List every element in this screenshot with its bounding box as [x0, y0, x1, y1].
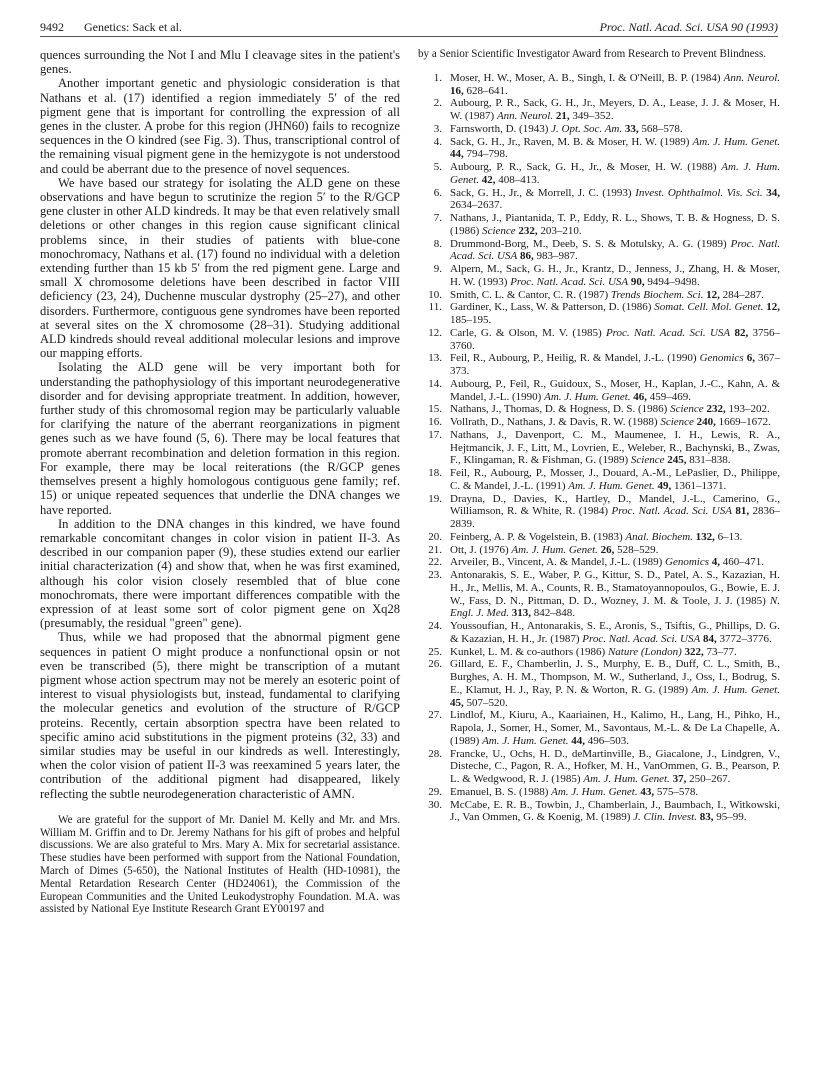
reference-authors: Nathans, J., Thomas, D. & Hogness, D. S. (1986) [450, 403, 668, 416]
reference-item [418, 301, 780, 327]
reference-journal: Trends Biochem. Sci. [610, 288, 704, 301]
reference-journal: Am. J. Hum. Genet. [692, 135, 781, 148]
reference-journal: J. Clin. Invest. [633, 811, 697, 824]
reference-item [418, 212, 780, 238]
reference-journal: Am. J. Hum. Genet. [551, 785, 638, 798]
reference-pages: 831–838. [689, 454, 731, 467]
reference-journal: Proc. Natl. Acad. Sci. USA [510, 275, 629, 288]
page-number: 9492 [40, 20, 64, 34]
reference-authors: Aubourg, P. R., Sack, G. H., Jr., Meyers, D. A., Lease, J. J. & Moser, H. W. (1987) [450, 97, 780, 123]
reference-item [418, 799, 780, 825]
reference-text [450, 72, 780, 98]
reference-number: 29. [428, 785, 442, 798]
reference-text [450, 544, 780, 557]
reference-journal: Am. J. Hum. Genet. [544, 390, 631, 403]
reference-text [450, 569, 780, 620]
reference-journal: J. Opt. Soc. Am. [551, 122, 623, 135]
reference-pages: 73–77. [706, 645, 737, 658]
reference-authors: Vollrath, D., Nathans, J. & Davis, R. W. (1988) [450, 416, 658, 429]
reference-authors: Feinberg, A. P. & Vogelstein, B. (1983) [450, 530, 623, 543]
reference-number: 19. [428, 492, 442, 505]
reference-volume: 34, [766, 186, 781, 199]
reference-number: 2. [433, 97, 442, 110]
reference-pages: 983–987. [536, 250, 578, 263]
reference-journal: N. Engl. J. Med. [450, 594, 780, 620]
reference-item [418, 620, 780, 646]
reference-authors: Farnsworth, D. (1943) [450, 122, 549, 135]
reference-number: 28. [428, 747, 442, 760]
reference-authors: Aubourg, P., Feil, R., Guidoux, S., Moser, H., Kaplan, J.-C., Kahn, A. & Mandel, J.-L. (1990) [450, 377, 780, 403]
reference-item [418, 403, 780, 416]
reference-number: 22. [428, 556, 442, 569]
reference-text [450, 467, 780, 493]
reference-pages: 2836–2839. [450, 505, 780, 531]
reference-item [418, 97, 780, 123]
reference-pages: 842–848. [533, 607, 575, 620]
reference-volume: 12, [706, 288, 720, 301]
reference-authors: Sack, G. H., Jr., & Morrell, J. C. (1993) [450, 186, 632, 199]
reference-volume: 132, [695, 530, 715, 543]
reference-pages: 203–210. [540, 224, 582, 237]
reference-pages: 507–520. [466, 696, 508, 709]
reference-number: 4. [433, 135, 442, 148]
left-column [40, 48, 400, 916]
reference-number: 6. [433, 186, 442, 199]
reference-item [418, 709, 780, 747]
reference-pages: 185–195. [450, 314, 492, 327]
reference-text [450, 327, 780, 353]
reference-text [450, 556, 780, 569]
reference-number: 17. [428, 428, 442, 441]
reference-text [450, 238, 780, 264]
reference-pages: 408–413. [498, 173, 540, 186]
reference-volume: 46, [633, 390, 648, 403]
reference-item [418, 646, 780, 659]
reference-number: 30. [428, 798, 442, 811]
reference-volume: 83, [699, 811, 714, 824]
reference-journal: Proc. Natl. Acad. Sci. USA [605, 326, 731, 339]
paragraph-5: In addition to the DNA changes in this kindred, we have found remarkable concomitant changes in color vision in patient II-3. As described in our companion paper (9), these studies extend our earlier initial characterization (4) and show that, when he was first examined, although his color vision closely resembled that of blue cone monochromats, there were important differences compatible with the expression of at least some sort of color pigment gene on Xq28 (presumably, the residual "green" gene). [40, 516, 400, 631]
reference-volume: 81, [735, 505, 750, 518]
reference-authors: Carle, G. & Olson, M. V. (1985) [450, 326, 602, 339]
reference-number: 9. [433, 263, 442, 276]
reference-item [418, 556, 780, 569]
running-header [40, 20, 778, 37]
reference-item [418, 493, 780, 531]
reference-text [450, 263, 780, 289]
reference-item [418, 263, 780, 289]
reference-authors: Drummond-Borg, M., Deeb, S. S. & Motulsky, A. G. (1989) [450, 237, 727, 250]
reference-pages: 6–13. [717, 530, 743, 543]
reference-authors: Emanuel, B. S. (1988) [450, 785, 549, 798]
reference-item [418, 531, 780, 544]
reference-pages: 528–529. [617, 543, 659, 556]
reference-authors: Youssoufian, H., Antonarakis, S. E., Aronis, S., Tsiftis, G., Phillips, D. G. & Kazazian, H. H., Jr. (1987) [450, 620, 780, 645]
reference-journal: Science [630, 454, 665, 467]
reference-authors: Moser, H. W., Moser, A. B., Singh, I. & O'Neill, B. P. (1984) [450, 71, 721, 84]
reference-number: 1. [433, 71, 442, 84]
reference-number: 16. [428, 416, 442, 429]
reference-pages: 575–578. [656, 785, 699, 798]
reference-journal: Ann. Neurol. [723, 71, 781, 84]
reference-pages: 9494–9498. [647, 275, 700, 288]
reference-volume: 33, [624, 122, 639, 135]
reference-pages: 1669–1672. [718, 416, 771, 429]
reference-journal: Somat. Cell. Mol. Genet. [654, 301, 764, 314]
reference-text [450, 531, 780, 544]
reference-text [450, 709, 780, 747]
reference-authors: McCabe, E. R. B., Towbin, J., Chamberlain, J., Baumbach, I., Witkowski, J., Van Ommen, G. & Koenig, M. (1989) [450, 798, 780, 824]
reference-volume: 82, [734, 326, 749, 339]
reference-pages: 193–202. [728, 403, 770, 416]
reference-volume: 12, [766, 301, 781, 314]
reference-text [450, 136, 780, 162]
reference-authors: Feil, R., Aubourg, P., Heilig, R. & Mandel, J.-L. (1990) [450, 352, 697, 365]
reference-authors: Antonarakis, S. E., Waber, P. G., Kittur, S. D., Patel, A. S., Kazazian, H. H., Jr., Mellis, M. A., Counts, R. B., Stamatoyannopoulos, G., Bowie, E. J. W., Fass, D. N., Pittman, D. D., Wozney, J. M. & Toole, J. J. (1985) [450, 569, 780, 607]
paragraph-3: We have based our strategy for isolating the ALD gene on these observations and have begun to scrutinize the region 5′ to the R/GCP gene cluster in other ALD kindreds. It may be that even relatively small deletions or other changes in this region cause significant clinical problems since, in their studies of patients with blue-cone monochromacy, Nathans et al. (17) found no individual with a deletion extending further than 15 kb 5′ from the red pigment gene. Large and small X chromosome deletions have been described in factor VIII deficiency (23, 24), Duchenne muscular dystrophy (25–27), and other disorders. Furthermore, contiguous gene syndromes have been reported at several sites on the X chromosome (28–31). Studying additional ALD kindreds should reveal additional molecular lesions and improve our mapping efforts. [40, 175, 400, 361]
reference-volume: 45, [450, 696, 464, 709]
reference-volume: 42, [481, 173, 496, 186]
reference-journal: Invest. Ophthalmol. Vis. Sci. [635, 186, 763, 199]
reference-volume: 245, [667, 454, 687, 467]
reference-journal: Science [482, 224, 516, 237]
paragraph-1: quences surrounding the Not I and Mlu I cleavage sites in the patient's genes. [40, 48, 400, 77]
reference-volume: 84, [702, 632, 717, 645]
reference-pages: 3772–3776. [719, 632, 772, 645]
reference-journal: Nature (London) [607, 645, 682, 658]
reference-text [450, 429, 780, 467]
reference-pages: 1361–1371. [673, 479, 727, 492]
reference-text [450, 161, 780, 187]
reference-pages: 367–373. [450, 352, 781, 378]
reference-authors: Arveiler, B., Vincent, A. & Mandel, J.-L. (1989) [450, 556, 663, 569]
reference-journal: Science [660, 416, 694, 429]
reference-pages: 95–99. [716, 811, 747, 824]
reference-number: 13. [428, 352, 442, 365]
reference-journal: Am. J. Hum. Genet. [511, 543, 598, 556]
reference-authors: Feil, R., Aubourg, P., Mosser, J., Douard, A.-M., LePaslier, D., Philippe, C. & Mandel, J.-L. (1991) [450, 467, 780, 492]
reference-journal: Ann. Neurol. [496, 110, 554, 123]
reference-journal: Proc. Natl. Acad. Sci. USA [450, 237, 780, 263]
reference-pages: 496–503. [587, 734, 630, 747]
reference-journal: Proc. Natl. Acad. Sci. USA [611, 505, 732, 518]
reference-item [418, 327, 780, 353]
reference-text [450, 212, 780, 238]
reference-number: 7. [433, 212, 442, 225]
reference-volume: 49, [657, 479, 672, 492]
reference-volume: 44, [450, 148, 464, 161]
section-title: Genetics: Sack et al. [84, 20, 182, 34]
reference-number: 25. [428, 645, 442, 658]
reference-number: 23. [428, 569, 442, 582]
reference-item [418, 748, 780, 786]
reference-authors: Francke, U., Ochs, H. D., deMartinville, B., Giacalone, J., Lindgren, V., Disteche, C., Pagon, R. A., Hofker, M. H., VanOmmen, G. B., Pearson, P. L. & Wedgwood, R. J. (1985) [450, 747, 780, 786]
reference-journal: Science [670, 403, 704, 416]
reference-pages: 3756–3760. [450, 326, 780, 352]
reference-item [418, 658, 780, 709]
reference-text [450, 646, 780, 659]
reference-volume: 313, [511, 607, 531, 620]
reference-number: 26. [428, 658, 442, 671]
reference-authors: Drayna, D., Davies, K., Hartley, D., Mandel, J.-L., Camerino, G., Williamson, R. & White, R. (1984) [450, 492, 780, 518]
reference-journal: Am. J. Hum. Genet. [568, 479, 655, 492]
reference-pages: 568–578. [641, 122, 683, 135]
right-column [418, 48, 780, 824]
reference-number: 20. [428, 530, 442, 543]
reference-pages: 2634–2637. [450, 199, 503, 212]
reference-item [418, 289, 780, 302]
reference-authors: Gardiner, K., Lass, W. & Patterson, D. (1986) [450, 301, 652, 314]
reference-pages: 794–798. [466, 148, 508, 161]
acknowledgments: We are grateful for the support of Mr. Daniel M. Kelly and Mr. and Mrs. William M. Griffin and to Dr. Jeremy Nathans for his gift of probes and helpful discussions. We are also grateful to Mrs. Mary A. Mix for secretarial assistance. These studies have been performed with support from the National Foundation, March of Dimes (5-650), the National Institutes of Health (HD-10981), the Mental Retardation Research Center (HD24061), the Commission of the European Communities and the United Leukodystrophy Foundation. M.A. was assisted by National Eye Institute Research Grant EY00197 and [40, 813, 400, 916]
paragraph-2: Another important genetic and physiologic consideration is that Nathans et al. (17) identified a region immediately 5′ of the red pigment gene that is important for controlling the expression of all genes in the cluster. A probe for this region (JHN60) fails to recognize sequences in the O kindred (see Fig. 3). Thus, transcriptional control of the remaining visual pigment gene in the hemizygote is not understood and could be aberrant due to the presence of novel sequences. [40, 76, 400, 176]
reference-authors: Alpern, M., Sack, G. H., Jr., Krantz, D., Jenness, J., Zhang, H. & Moser, H. W. (1993) [450, 263, 780, 288]
reference-journal: Am. J. Hum. Genet. [482, 734, 569, 747]
reference-number: 12. [428, 326, 442, 339]
reference-text [450, 378, 780, 404]
reference-number: 14. [428, 377, 442, 390]
reference-text [450, 493, 780, 531]
reference-item [418, 187, 780, 213]
reference-journal: Genomics [665, 556, 709, 569]
reference-volume: 43, [640, 785, 655, 798]
reference-number: 3. [433, 122, 442, 135]
reference-text [450, 97, 780, 123]
reference-item [418, 136, 780, 162]
reference-authors: Sack, G. H., Jr., Raven, M. B. & Moser, H. W. (1989) [450, 135, 690, 148]
reference-text [450, 748, 780, 786]
reference-item [418, 429, 780, 467]
reference-volume: 26, [600, 543, 615, 556]
reference-list [418, 72, 780, 824]
reference-number: 8. [433, 237, 442, 250]
reference-item [418, 467, 780, 493]
reference-pages: 460–471. [722, 556, 764, 569]
reference-volume: 44, [571, 734, 586, 747]
reference-item [418, 123, 780, 136]
reference-pages: 250–267. [689, 773, 731, 786]
paragraph-6: Thus, while we had proposed that the abnormal pigment gene sequences in patient O might produce a nonfunctional opsin or not even be transcribed (5), there might be transcription of a mutant pigment whose action spectrum may not be merely an esoteric point of interest to visual physiologists but, instead, fundamental to clarifying the molecular genetics and evolution of the structure of R/GCP proteins. Recently, certain absorption spectra have been related to specific amino acid substitutions in the pigment proteins (32, 33) and similar studies may be useful in our kindreds as well. Interestingly, when the color vision of patient II-3 was reexamined 5 years later, the contribution of the additional pigment had disappeared, likely reflecting the subtle neurodegeneration characteristic of AMN. [40, 630, 400, 801]
reference-item [418, 238, 780, 264]
reference-number: 10. [428, 288, 442, 301]
reference-number: 5. [433, 161, 442, 174]
reference-item [418, 378, 780, 404]
reference-text [450, 187, 780, 213]
reference-volume: 322, [684, 645, 704, 658]
reference-volume: 16, [450, 84, 464, 97]
reference-volume: 37, [672, 773, 687, 786]
reference-number: 18. [428, 467, 442, 480]
reference-journal: Genomics [699, 352, 744, 365]
reference-pages: 284–287. [722, 288, 764, 301]
reference-journal: Am. J. Hum. Genet. [691, 683, 780, 696]
reference-volume: 90, [630, 275, 645, 288]
reference-journal: Proc. Natl. Acad. Sci. USA [582, 632, 701, 645]
reference-item [418, 72, 780, 98]
reference-authors: Lindlof, M., Kiuru, A., Kaariainen, H., Kalimo, H., Lang, H., Pihko, H., Rapola, J., Somer, H., Somer, M., Savontaus, M.-L. & De La Chapelle, A. (1989) [450, 709, 780, 747]
reference-text [450, 352, 780, 378]
journal-citation: Proc. Natl. Acad. Sci. USA 90 (1993) [599, 20, 778, 34]
reference-number: 11. [428, 301, 442, 314]
reference-volume: 232, [518, 224, 538, 237]
reference-volume: 4, [711, 556, 720, 569]
reference-text [450, 289, 780, 302]
reference-number: 15. [428, 403, 442, 416]
reference-text [450, 786, 780, 799]
reference-pages: 349–352. [572, 110, 614, 123]
reference-text [450, 301, 780, 327]
paragraph-4: Isolating the ALD gene will be very important both for understanding the pathophysiology of this important neurodegenerative disorder and for devising appropriate treatment. In addition, however, further study of this chromosomal region may be particularly valuable for clarifying the nature of the aberrant reorganizations in pigment genes such as we have found (5, 6). There may be local features that promote aberrant recombination and deletion formation in this region. For example, there may be local reiterations (the R/GCP genes themselves present a highly homologous contiguous gene family; ref. 15) or unique repeated sequences that underlie the DNA changes we have reported. [40, 360, 400, 517]
reference-number: 27. [428, 709, 442, 722]
reference-volume: 240, [696, 416, 716, 429]
reference-item [418, 352, 780, 378]
reference-authors: Kunkel, L. M. & co-authors (1986) [450, 645, 606, 658]
reference-journal: Am. J. Hum. Genet. [450, 161, 781, 186]
reference-text [450, 123, 780, 136]
reference-authors: Nathans, J., Piantanida, T. P., Eddy, R. L., Shows, T. B. & Hogness, D. S. (1986) [450, 212, 780, 237]
reference-item [418, 569, 780, 620]
reference-volume: 6, [746, 352, 755, 365]
reference-volume: 21, [555, 110, 570, 123]
reference-text [450, 620, 780, 646]
reference-pages: 628–641. [466, 84, 508, 97]
reference-authors: Nathans, J., Davenport, C. M., Maumenee, I. H., Lewis, R. A., Hejtmancik, J. F., Litt, M., Lovrien, E., Weleber, R., Bachynski, B., Zwas, F., Klingaman, R. & Fishman, G. (1989) [450, 428, 780, 467]
reference-volume: 232, [706, 403, 726, 416]
reference-text [450, 799, 780, 825]
reference-item [418, 416, 780, 429]
reference-number: 24. [428, 620, 442, 633]
acknowledgments-continued: by a Senior Scientific Investigator Award from Research to Prevent Blindness. [418, 48, 767, 60]
reference-text [450, 658, 780, 709]
reference-authors: Ott, J. (1976) [450, 543, 509, 556]
reference-text [450, 416, 780, 429]
reference-authors: Aubourg, P. R., Sack, G. H., Jr., & Moser, H. W. (1988) [450, 161, 717, 174]
reference-pages: 459–469. [649, 390, 692, 403]
reference-journal: Anal. Biochem. [625, 530, 693, 543]
reference-item [418, 786, 780, 799]
reference-volume: 86, [519, 250, 534, 263]
reference-journal: Am. J. Hum. Genet. [583, 773, 670, 786]
reference-authors: Smith, C. L. & Cantor, C. R. (1987) [450, 288, 609, 301]
reference-item [418, 161, 780, 187]
reference-authors: Gillard, E. F., Chamberlin, J. S., Murphy, E. B., Duff, C. L., Smith, B., Burghes, A. H. M., Thompson, M. W., Sutherland, J., Oss, I., Bodrug, S. E., Klamut, H. J., Ray, P. N. & Worton, R. G. (1989) [450, 658, 780, 696]
reference-text [450, 403, 780, 416]
reference-item [418, 544, 780, 557]
reference-number: 21. [428, 543, 442, 556]
